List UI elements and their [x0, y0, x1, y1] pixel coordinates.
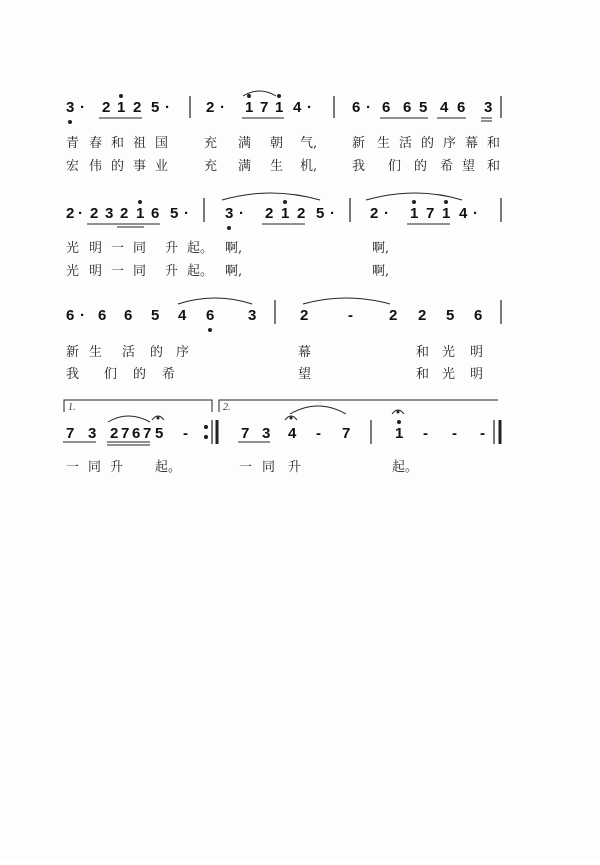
volta-bracket-2	[219, 400, 498, 412]
note-digit: 7	[342, 425, 351, 442]
lyric-syllable: 和	[487, 159, 501, 174]
note-digit: 2	[300, 307, 309, 324]
lyric-syllable: 青	[66, 136, 80, 151]
dash-extension: -	[348, 307, 353, 324]
lyric-syllable: 一	[111, 241, 125, 256]
note-digit: 5	[446, 307, 455, 324]
note-digit: 5	[155, 425, 164, 442]
note-digit: 6	[66, 307, 75, 324]
note-digit: 7	[143, 425, 152, 442]
fermata-dot	[397, 411, 399, 413]
note-digit: 3	[484, 99, 493, 116]
dash-extension: -	[316, 425, 321, 442]
octave-dot-above	[120, 95, 123, 98]
lyric-syllable: 起。	[187, 241, 214, 256]
lyric-syllable: 一	[111, 264, 125, 279]
lyric-syllable: 啊,	[225, 241, 243, 256]
lyric-syllable: 序	[443, 136, 457, 151]
octave-dot-above	[278, 95, 281, 98]
lyric-syllable: 啊,	[372, 241, 390, 256]
lyric-syllable: 事	[133, 159, 147, 174]
note-digit: 2	[90, 205, 99, 222]
lyric-syllable: 活	[122, 345, 136, 360]
lyric-syllable: 朝	[270, 136, 284, 151]
lyric-syllable: 明	[470, 367, 484, 382]
slur	[303, 298, 390, 304]
augmentation-dot: ·	[473, 205, 478, 222]
slur	[222, 193, 320, 200]
lyric-syllable: 我	[66, 367, 80, 382]
lyric-syllable: 的	[414, 159, 428, 174]
lyric-syllable: 国	[155, 136, 169, 151]
note-digit: 5	[170, 205, 179, 222]
lyric-syllable: 业	[155, 159, 169, 174]
fermata-dot	[290, 417, 292, 419]
note-digit: 3	[66, 99, 75, 116]
lyric-syllable: 的	[133, 367, 147, 382]
note-digit: 2	[370, 205, 379, 222]
lyric-syllable: 一	[239, 460, 253, 475]
lyric-syllable: 们	[388, 159, 402, 174]
note-digit: 6	[382, 99, 391, 116]
lyric-syllable: 们	[104, 367, 118, 382]
note-digit: 6	[206, 307, 215, 324]
lyric-syllable: 光	[66, 241, 80, 256]
lyric-syllable: 升	[288, 460, 302, 475]
lyric-syllable: 光	[442, 345, 456, 360]
note-digit: 5	[151, 307, 160, 324]
note-digit: 6	[98, 307, 107, 324]
note-digit: 2	[66, 205, 75, 222]
lyric-syllable: 啊,	[225, 264, 243, 279]
augmentation-dot: ·	[239, 205, 244, 222]
lyric-syllable: 祖	[133, 136, 147, 151]
note-digit: 6	[352, 99, 361, 116]
repeat-dot	[204, 435, 207, 438]
lyric-syllable: 幕	[465, 136, 479, 151]
slur	[178, 298, 252, 304]
lyric-syllable: 升	[110, 460, 124, 475]
note-digit: 3	[248, 307, 257, 324]
octave-dot-above	[445, 201, 448, 204]
lyric-syllable: 希	[440, 159, 454, 174]
lyric-syllable: 同	[88, 460, 102, 475]
lyric-syllable: 起。	[187, 264, 214, 279]
volta-1-label: 1.	[68, 402, 76, 413]
lyric-syllable: 生	[270, 159, 284, 174]
slur	[366, 193, 462, 200]
lyric-syllable: 明	[470, 345, 484, 360]
note-digit: 2	[110, 425, 119, 442]
augmentation-dot: ·	[165, 99, 170, 116]
lyric-syllable: 满	[238, 136, 252, 151]
note-digit: 7	[121, 425, 130, 442]
dash-extension: -	[423, 425, 428, 442]
lyric-syllable: 望	[462, 159, 476, 174]
note-digit: 2	[133, 99, 142, 116]
repeat-dot	[204, 425, 207, 428]
octave-dot-above	[139, 201, 142, 204]
note-digit: 4	[440, 99, 449, 116]
octave-dot-above	[398, 421, 401, 424]
lyric-syllable: 伟	[89, 159, 103, 174]
lyric-syllable: 活	[399, 136, 413, 151]
lyric-syllable: 满	[238, 159, 252, 174]
augmentation-dot: ·	[80, 307, 85, 324]
augmentation-dot: ·	[78, 205, 83, 222]
lyric-syllable: 的	[421, 136, 435, 151]
augmentation-dot: ·	[307, 99, 312, 116]
note-digit: 4	[293, 99, 302, 116]
lyric-syllable: 生	[89, 345, 103, 360]
note-digit: 2	[120, 205, 129, 222]
note-digit: 7	[426, 205, 435, 222]
note-digit: 4	[459, 205, 468, 222]
note-digit: 7	[260, 99, 269, 116]
note-digit: 4	[288, 425, 297, 442]
lyric-syllable: 新	[352, 136, 366, 151]
dash-extension: -	[480, 425, 485, 442]
note-digit: 7	[66, 425, 75, 442]
lyric-syllable: 和	[487, 136, 501, 151]
augmentation-dot: ·	[184, 205, 189, 222]
augmentation-dot: ·	[220, 99, 225, 116]
dash-extension: -	[183, 425, 188, 442]
lyric-syllable: 生	[377, 136, 391, 151]
lyric-syllable: 充	[204, 159, 218, 174]
note-digit: 1	[442, 205, 451, 222]
note-digit: 1	[117, 99, 126, 116]
lyric-syllable: 我	[352, 159, 366, 174]
note-digit: 6	[151, 205, 160, 222]
system-2-marks	[87, 193, 501, 227]
lyric-syllable: 升	[165, 264, 179, 279]
octave-dot-below	[69, 121, 72, 124]
octave-dot-below	[209, 329, 212, 332]
volta-2-label: 2.	[223, 402, 231, 413]
note-digit: 3	[88, 425, 97, 442]
slur	[290, 406, 346, 414]
augmentation-dot: ·	[330, 205, 335, 222]
octave-dot-above	[284, 201, 287, 204]
lyric-syllable: 光	[66, 264, 80, 279]
note-digit: 1	[281, 205, 290, 222]
lyric-syllable: 和	[416, 367, 430, 382]
note-digit: 6	[457, 99, 466, 116]
note-digit: 2	[102, 99, 111, 116]
note-digit: 6	[403, 99, 412, 116]
lyric-syllable: 同	[133, 264, 147, 279]
note-digit: 7	[241, 425, 250, 442]
lyric-syllable: 起。	[392, 460, 419, 475]
note-digit: 5	[151, 99, 160, 116]
lyric-syllable: 幕	[298, 345, 312, 360]
volta-bracket-1	[64, 400, 212, 412]
lyric-syllable: 宏	[66, 159, 80, 174]
augmentation-dot: ·	[80, 99, 85, 116]
note-digit: 3	[105, 205, 114, 222]
lyric-syllable: 序	[176, 345, 190, 360]
note-digit: 2	[206, 99, 215, 116]
lyric-syllable: 起。	[155, 460, 182, 475]
lyric-syllable: 新	[66, 345, 80, 360]
note-digit: 2	[389, 307, 398, 324]
augmentation-dot: ·	[366, 99, 371, 116]
note-digit: 5	[316, 205, 325, 222]
slur	[108, 416, 150, 422]
lyric-syllable: 和	[111, 136, 125, 151]
note-digit: 6	[132, 425, 141, 442]
lyric-syllable: 的	[150, 345, 164, 360]
lyric-syllable: 啊,	[372, 264, 390, 279]
note-digit: 1	[245, 99, 254, 116]
lyric-syllable: 和	[416, 345, 430, 360]
octave-dot-above	[248, 95, 251, 98]
note-digit: 6	[124, 307, 133, 324]
note-digit: 2	[297, 205, 306, 222]
note-digit: 1	[410, 205, 419, 222]
note-digit: 1	[395, 425, 404, 442]
lyric-syllable: 望	[298, 367, 312, 382]
note-digit: 2	[265, 205, 274, 222]
note-digit: 6	[474, 307, 483, 324]
lyric-syllable: 充	[204, 136, 218, 151]
octave-dot-above	[413, 201, 416, 204]
lyric-syllable: 同	[262, 460, 276, 475]
note-digit: 4	[178, 307, 187, 324]
lyric-syllable: 气,	[300, 136, 318, 151]
note-digit: 3	[262, 425, 271, 442]
note-digit: 5	[419, 99, 428, 116]
note-digit: 2	[418, 307, 427, 324]
notes-and-lyrics	[66, 95, 500, 476]
lyric-syllable: 机,	[300, 159, 318, 174]
lyric-syllable: 春	[89, 136, 103, 151]
augmentation-dot: ·	[384, 205, 389, 222]
lyric-syllable: 一	[66, 460, 80, 475]
lyric-syllable: 同	[133, 241, 147, 256]
lyric-syllable: 升	[165, 241, 179, 256]
dash-extension: -	[452, 425, 457, 442]
note-digit: 3	[225, 205, 234, 222]
octave-dot-below	[228, 227, 231, 230]
fermata-dot	[157, 417, 159, 419]
lyric-syllable: 明	[89, 241, 103, 256]
note-digit: 1	[136, 205, 145, 222]
lyric-syllable: 希	[162, 367, 176, 382]
note-digit: 1	[275, 99, 284, 116]
lyric-syllable: 明	[89, 264, 103, 279]
lyric-syllable: 的	[111, 159, 125, 174]
lyric-syllable: 光	[442, 367, 456, 382]
